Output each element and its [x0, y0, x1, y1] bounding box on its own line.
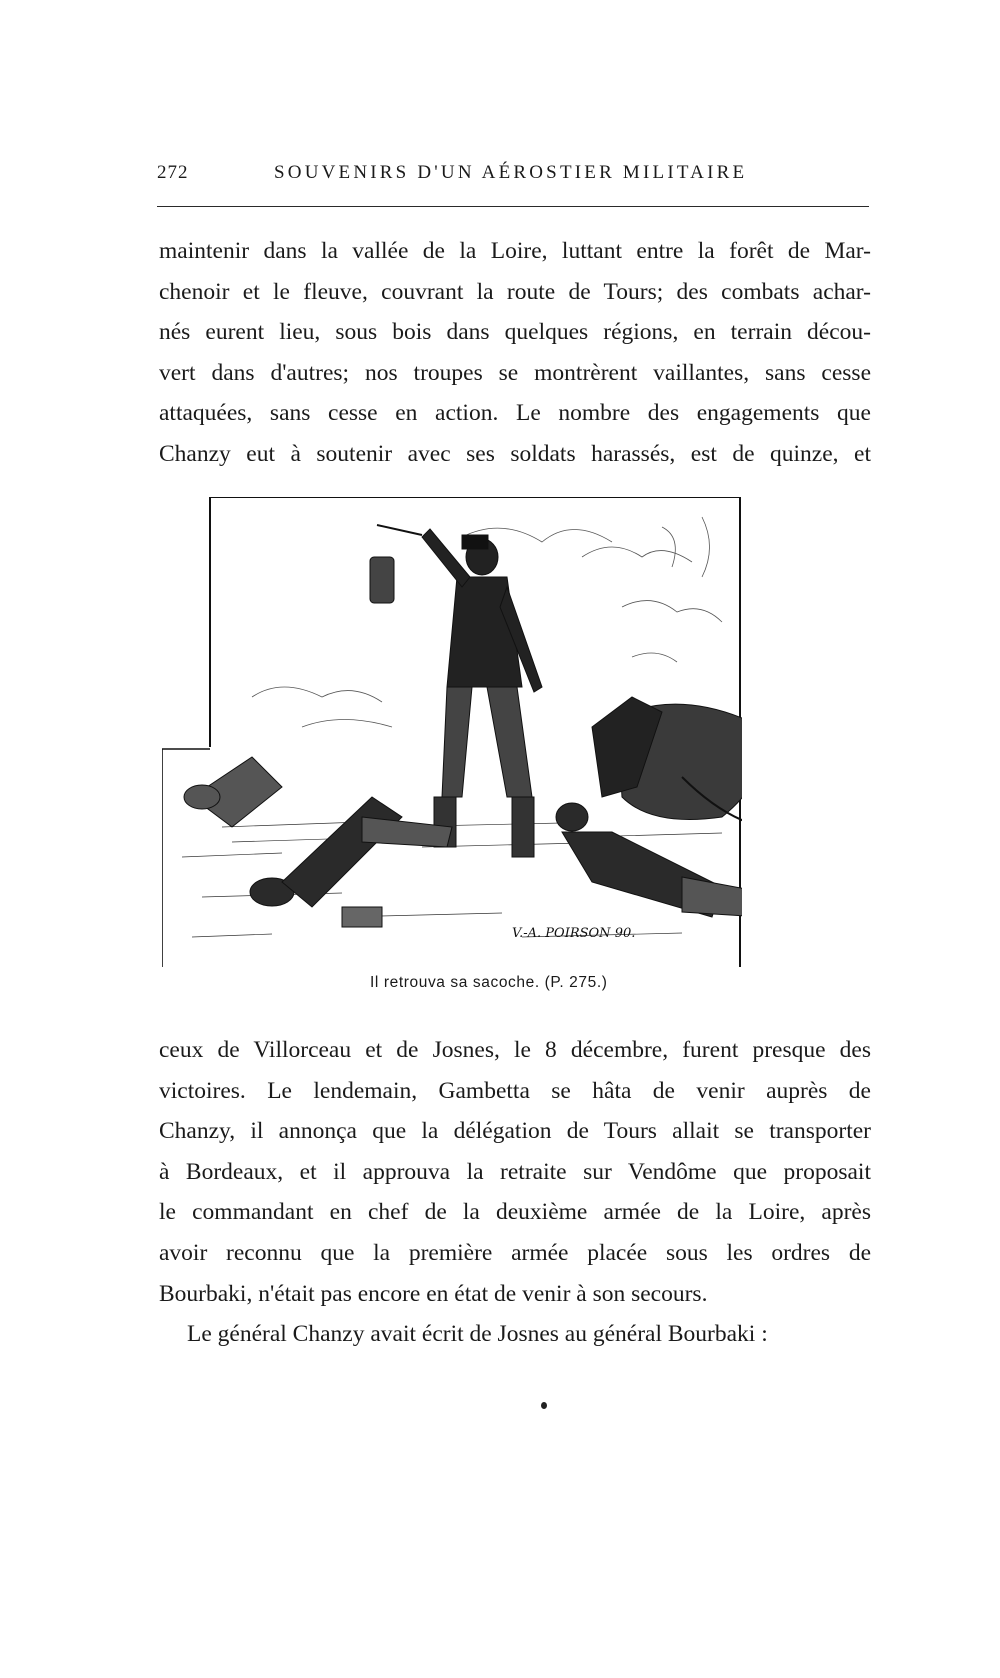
paragraph-top	[159, 231, 871, 475]
dead-horse-and-baggage	[592, 697, 742, 827]
satchel-icon	[370, 525, 422, 603]
text-line: vert dans d'autres; nos troupes se montrèrent vaillantes, sans cesse	[159, 359, 871, 386]
text-line: attaquées, sans cesse en action. Le nombre des engagements que	[159, 400, 871, 427]
artist-signature: V.-A. POIRSON 90.	[512, 926, 636, 941]
fallen-soldier-background	[184, 757, 282, 827]
text-line: avoir reconnu que la première armée placée sous les ordres de	[159, 1239, 871, 1266]
text-line: Chanzy eut à soutenir avec ses soldats harassés, est de quinze, et	[159, 440, 871, 467]
header-rule	[157, 206, 869, 207]
text-line: Chanzy, il annonça que la délégation de Tours allait se transporter	[159, 1118, 871, 1145]
text-line: maintenir dans la vallée de la Loire, luttant entre la forêt de Mar-	[159, 238, 871, 264]
text-line: nés eurent lieu, sous bois dans quelques régions, en terrain décou-	[159, 319, 871, 346]
illustration-frame-left	[162, 749, 210, 967]
paragraph-bottom	[159, 1030, 871, 1355]
ink-speck	[541, 1402, 547, 1409]
text-line: Bourbaki, n'était pas encore en état de venir à son secours.	[159, 1280, 708, 1307]
running-title: SOUVENIRS D'UN AÉROSTIER MILITAIRE	[274, 162, 748, 183]
text-line: chenoir et le fleuve, couvrant la route de Tours; des combats achar-	[159, 278, 871, 305]
battlefield-illustration	[162, 497, 742, 967]
text-line: à Bordeaux, et il approuva la retraite sur Vendôme que proposait	[159, 1158, 871, 1185]
page-number: 272	[157, 162, 189, 183]
figure-caption: Il retrouva sa sacoche. (P. 275.)	[370, 974, 608, 991]
text-line: Le général Chanzy avait écrit de Josnes au général Bourbaki :	[187, 1321, 768, 1348]
page-header	[157, 160, 867, 190]
text-line: le commandant en chef de la deuxième armée de la Loire, après	[159, 1199, 871, 1226]
fallen-soldier-right	[556, 803, 742, 917]
standing-zouave-figure	[422, 529, 542, 857]
fallen-soldier-left	[250, 797, 452, 927]
text-line: victoires. Le lendemain, Gambetta se hâta de venir auprès de	[159, 1077, 871, 1104]
text-line: ceux de Villorceau et de Josnes, le 8 décembre, furent presque des	[159, 1037, 871, 1063]
